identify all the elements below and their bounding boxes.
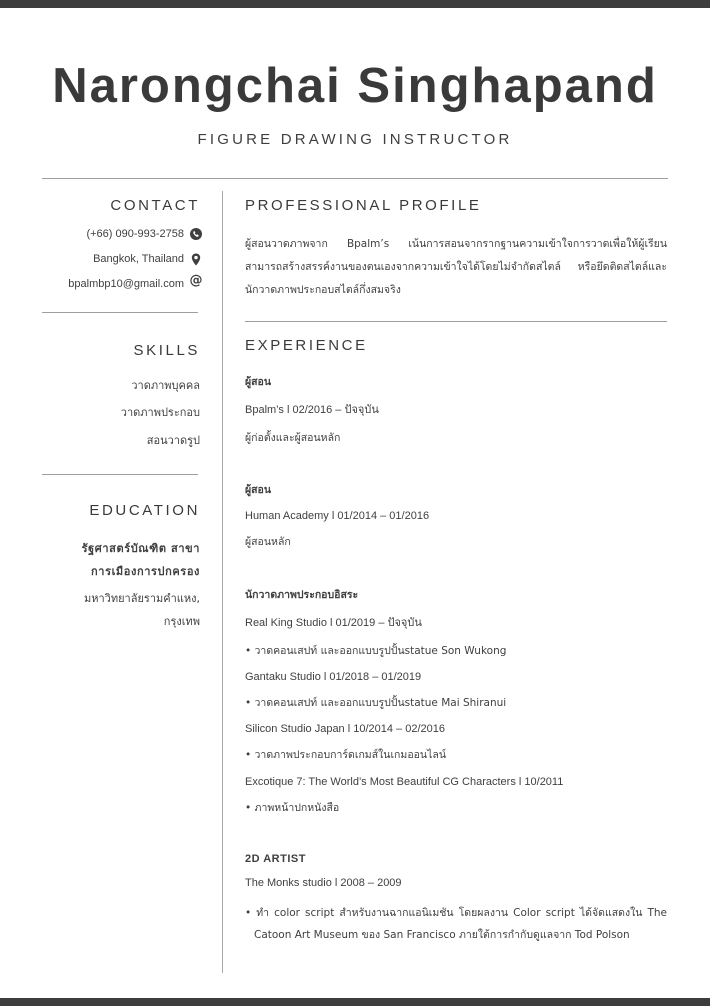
contact-email-row bbox=[22, 273, 203, 291]
job-title: 2D ARTIST bbox=[245, 853, 306, 865]
bottom-bar bbox=[0, 998, 710, 1006]
resume-role: FIGURE DRAWING INSTRUCTOR bbox=[197, 131, 513, 148]
at-sign-icon: @ bbox=[189, 273, 203, 288]
job-title: นักวาดภาพประกอบอิสระ bbox=[245, 589, 359, 601]
job-bullet: • วาดภาพประกอบการ์ดเกมส์ในเกมออนไลน์ bbox=[245, 749, 446, 761]
education-school-line2: กรุงเทพ bbox=[163, 615, 200, 628]
skill-item: วาดภาพประกอบ bbox=[120, 406, 200, 419]
job-company: Excotique 7: The World’s Most Beautiful CG Characters l 10/2011 bbox=[245, 776, 564, 788]
skill-item: สอนวาดรูป bbox=[146, 434, 200, 447]
education-title: EDUCATION bbox=[89, 502, 200, 519]
profile-text: ผู้สอนวาดภาพจาก Bpalm’s เน้นการสอนจากรากฐานความเข้าใจการวาดเพื่อให้ผู้เรียนสามารถสร้างสรรค์งานของตนเองจากความเข้าใจได้โดยไม่จำกัดสไตล์ หรือยึดติดสไตล์และนักวาดภาพประกอบสไตล์กึ่งสมจริง bbox=[245, 238, 667, 296]
column-divider bbox=[222, 191, 223, 973]
contact-title: CONTACT bbox=[110, 197, 200, 214]
top-bar bbox=[0, 0, 710, 8]
job-description: ผู้ก่อตั้งและผู้สอนหลัก bbox=[245, 432, 341, 444]
header-divider bbox=[42, 178, 668, 179]
skills-title: SKILLS bbox=[133, 342, 200, 359]
skills-divider bbox=[42, 474, 198, 475]
education-degree-line1: รัฐศาสตร์บัณฑิต สาขา bbox=[81, 542, 200, 555]
location-pin-icon bbox=[190, 253, 202, 265]
job-title: ผู้สอน bbox=[245, 484, 272, 496]
job-company: Real King Studio l 01/2019 – ปัจจุบัน bbox=[245, 617, 422, 629]
skill-item: วาดภาพบุคคล bbox=[131, 379, 200, 392]
contact-email[interactable]: bpalmbp10@gmail.com bbox=[68, 278, 184, 290]
job-bullet: • ทำ color script สำหรับงานฉากแอนิเมชัน โดยผลงาน Color script ได้จัดแสดงใน The Catoon Art Museum ของ San Francisco ภายใต้การกำกับดูแลจาก Tod Polson bbox=[245, 907, 667, 941]
contact-location-row bbox=[22, 252, 202, 266]
contact-location: Bangkok, Thailand bbox=[93, 253, 184, 265]
job-company: The Monks studio l 2008 – 2009 bbox=[245, 877, 402, 889]
job-company: Gantaku Studio l 01/2018 – 01/2019 bbox=[245, 671, 422, 683]
contact-phone[interactable]: (+66) 090-993-2758 bbox=[86, 228, 184, 240]
profile-divider bbox=[245, 321, 667, 322]
job-bullet: • วาดคอนเสปท์ และออกแบบรูปปั้นstatue Son Wukong bbox=[245, 645, 507, 657]
job-company: Bpalm’s l 02/2016 – ปัจจุบัน bbox=[245, 404, 379, 416]
job-description: ผู้สอนหลัก bbox=[245, 536, 291, 548]
job-company: Silicon Studio Japan l 10/2014 – 02/2016 bbox=[245, 723, 445, 735]
job-title: ผู้สอน bbox=[245, 376, 272, 388]
job-bullet: • วาดคอนเสปท์ และออกแบบรูปปั้นstatue Mai Shiranui bbox=[245, 697, 507, 709]
job-company: Human Academy l 01/2014 – 01/2016 bbox=[245, 510, 430, 522]
resume-name: Narongchai Singhapand bbox=[52, 59, 658, 113]
contact-divider bbox=[42, 312, 198, 313]
job-bullet: • ภาพหน้าปกหนังสือ bbox=[245, 802, 340, 814]
education-degree-line2: การเมืองการปกครอง bbox=[91, 565, 200, 578]
profile-title: PROFESSIONAL PROFILE bbox=[245, 197, 482, 214]
experience-title: EXPERIENCE bbox=[245, 337, 368, 354]
contact-phone-row bbox=[22, 227, 202, 241]
phone-icon bbox=[190, 228, 202, 240]
education-school-line1: มหาวิทยาลัยรามคำแหง, bbox=[84, 592, 200, 605]
